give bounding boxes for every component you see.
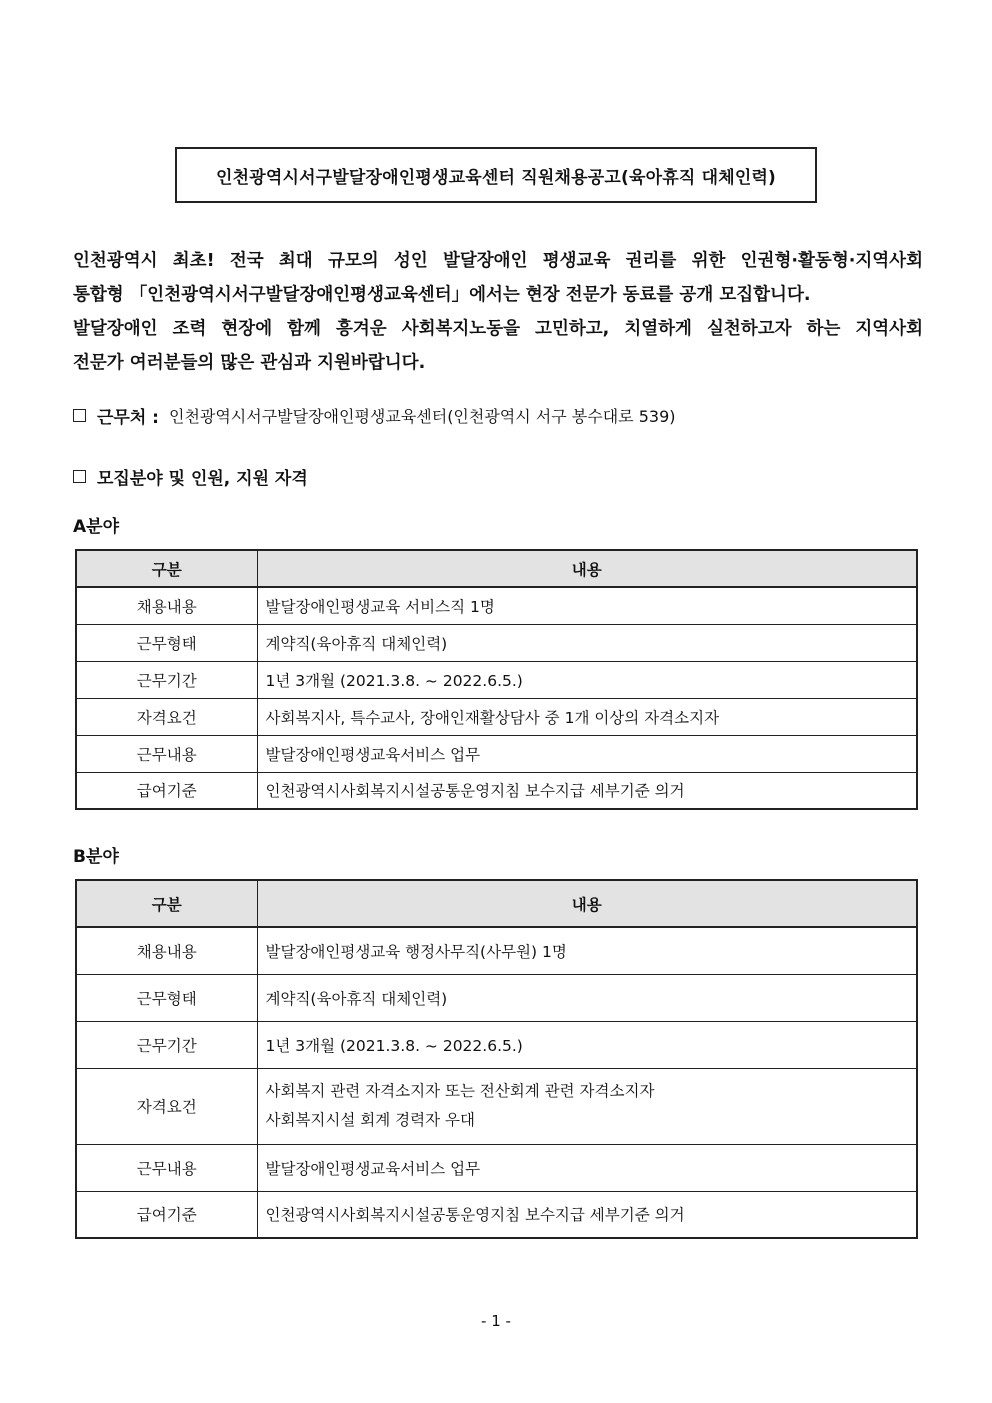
row-value: 발달장애인평생교육 서비스직 1명 [257, 587, 917, 624]
row-key: 근무내용 [76, 735, 257, 772]
header-category: 구분 [76, 550, 257, 587]
section-a-label: A분야 [73, 517, 120, 537]
table-row [76, 624, 917, 661]
document-title: 인천광역시서구발달장애인평생교육센터 직원채용공고(육아휴직 대체인력) [175, 147, 817, 203]
row-value: 발달장애인평생교육서비스 업무 [257, 1144, 917, 1191]
header-content: 내용 [257, 550, 917, 587]
table-row [76, 587, 917, 624]
section-b-table [75, 879, 918, 1239]
intro-line: 통합형 「인천광역시서구발달장애인평생교육센터」에서는 현장 전문가 동료를 공개 모집합니다. [73, 285, 811, 305]
table-row [76, 1068, 917, 1144]
row-key: 근무기간 [76, 1021, 257, 1068]
row-value-line: 사회복지시설 회계 경력자 우대 [265, 1111, 475, 1129]
table-row [76, 974, 917, 1021]
row-value: 발달장애인평생교육 행정사무직(사무원) 1명 [257, 927, 917, 974]
row-key: 근무내용 [76, 1144, 257, 1191]
row-key: 급여기준 [76, 1191, 257, 1238]
intro-line: 인천광역시 최초! 전국 최대 규모의 성인 발달장애인 평생교육 권리를 위한 인권형·활동형·지역사회 [73, 251, 923, 271]
row-key: 채용내용 [76, 927, 257, 974]
section-a-table [75, 549, 918, 810]
workplace-label: 근무처 : [97, 408, 159, 428]
page-number: - 1 - [481, 1312, 511, 1330]
table-row [76, 1021, 917, 1068]
row-value: 인천광역시사회복지시설공통운영지침 보수지급 세부기준 의거 [257, 772, 917, 809]
row-key: 근무기간 [76, 661, 257, 698]
table-row [76, 1191, 917, 1238]
table-row [76, 661, 917, 698]
square-bullet-icon [73, 409, 86, 422]
row-value: 사회복지사, 특수교사, 장애인재활상담사 중 1개 이상의 자격소지자 [257, 698, 917, 735]
recruit-heading-text: 모집분야 및 인원, 지원 자격 [97, 469, 308, 489]
row-value-line: 사회복지 관련 자격소지자 또는 전산회계 관련 자격소지자 [265, 1082, 655, 1100]
row-value: 계약직(육아휴직 대체인력) [257, 624, 917, 661]
table-header-row [76, 880, 917, 927]
header-content: 내용 [257, 880, 917, 927]
workplace-value: 인천광역시서구발달장애인평생교육센터(인천광역시 서구 봉수대로 539) [168, 407, 676, 426]
table-row [76, 698, 917, 735]
row-key: 자격요건 [76, 1068, 257, 1144]
table-row [76, 1144, 917, 1191]
table-row [76, 735, 917, 772]
row-value [257, 1068, 917, 1144]
table-header-row [76, 550, 917, 587]
row-value: 발달장애인평생교육서비스 업무 [257, 735, 917, 772]
row-key: 근무형태 [76, 974, 257, 1021]
row-value: 1년 3개월 (2021.3.8. ~ 2022.6.5.) [257, 1021, 917, 1068]
row-key: 근무형태 [76, 624, 257, 661]
table-row [76, 772, 917, 809]
row-key: 급여기준 [76, 772, 257, 809]
section-b-label: B분야 [73, 847, 119, 867]
row-value: 인천광역시사회복지시설공통운영지침 보수지급 세부기준 의거 [257, 1191, 917, 1238]
row-key: 자격요건 [76, 698, 257, 735]
intro-paragraph [73, 244, 923, 380]
table-row [76, 927, 917, 974]
intro-line: 발달장애인 조력 현장에 함께 흥겨운 사회복지노동을 고민하고, 치열하게 실천하고자 하는 지역사회 [73, 319, 923, 339]
square-bullet-icon [73, 470, 86, 483]
row-value: 1년 3개월 (2021.3.8. ~ 2022.6.5.) [257, 661, 917, 698]
header-category: 구분 [76, 880, 257, 927]
row-value: 계약직(육아휴직 대체인력) [257, 974, 917, 1021]
workplace-section [73, 403, 676, 428]
recruit-heading [73, 464, 308, 489]
intro-line: 전문가 여러분들의 많은 관심과 지원바랍니다. [73, 353, 426, 373]
row-key: 채용내용 [76, 587, 257, 624]
